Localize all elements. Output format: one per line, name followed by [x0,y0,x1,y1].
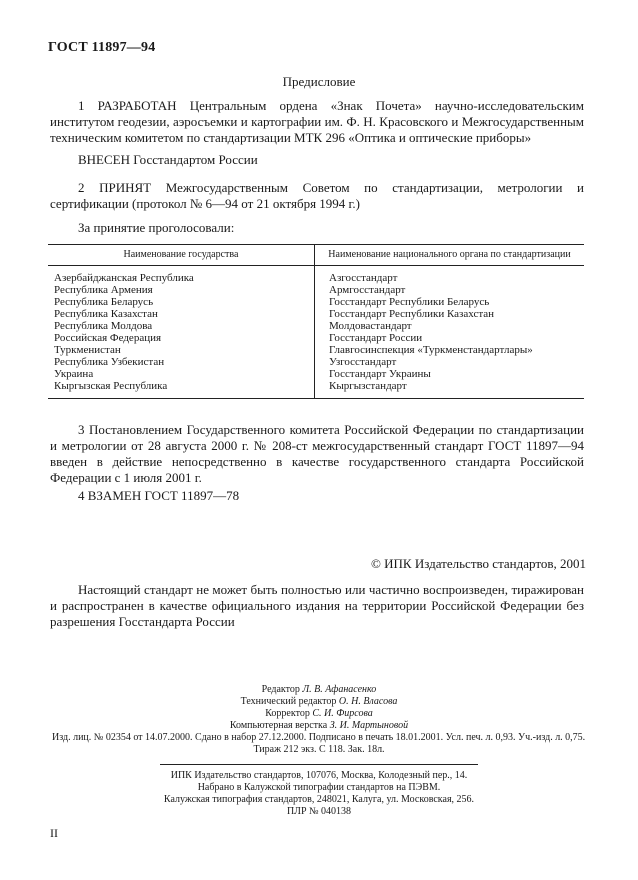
standard-code-header: ГОСТ 11897—94 [48,40,156,55]
publisher-line: Набрано в Калужской типографии стандартов на ПЭВМ. [197,782,441,793]
table-row [48,380,584,399]
national-body-cell: Узгосстандарт [329,356,397,368]
reproduction-notice: Настоящий стандарт не может быть полностью или частично воспроизведен, тиражирован и распространен в качестве официального издания на территории Российской Федерации без разрешения Госстандарта России [50,582,584,629]
state-cell: Кыргызская Республика [48,380,315,399]
credit-editor: Редактор Л. В. Афанасенко [261,684,377,695]
national-body-cell: Госстандарт Украины [329,368,431,380]
state-cell: Республика Узбекистан [48,356,315,368]
voting-table [48,244,584,399]
table-row [48,368,584,380]
imprint-line-2: Тираж 212 экз. С 118. Зак. 18л. [253,744,385,755]
table-row [48,344,584,356]
paragraph-developed-by: 1 РАЗРАБОТАН Центральным ордена «Знак Почета» научно-исследовательским институтом геодезии, аэросъемки и картографии им. Ф. Н. Красовского и Межгосударственным техническим комитетом по стандартизации МТК 296 «Оптика и оптические приборы» [50,98,584,145]
print-imprint [52,732,586,756]
credit-technical-editor: Технический редактор О. Н. Власова [240,696,398,707]
table-header-row [48,245,584,266]
page-number: II [50,826,58,840]
table-row [48,296,584,308]
state-cell: Российская Федерация [48,332,315,344]
publisher-line: Калужская типография стандартов, 248021, Калуга, ул. Московская, 256. [163,794,475,805]
table-row [48,272,584,284]
copyright-line: © ИПК Издательство стандартов, 2001 [371,556,586,571]
credit-proofreader: Корректор С. И. Фирсова [265,708,373,719]
paragraph-adopted-by: 2 ПРИНЯТ Межгосударственным Советом по стандартизации, метрологии и сертификации (протокол № 6—94 от 21 октября 1994 г.) [50,180,584,211]
paragraph-introduced-by: ВНЕСЕН Госстандартом России [78,152,258,167]
national-body-cell: Главгосинспекция «Туркменстандартлары» [329,344,533,356]
state-cell: Украина [48,368,315,380]
editorial-credits [0,684,638,732]
national-body-cell: Кыргызстандарт [315,380,585,399]
national-body-cell: Армгосстандарт [329,284,406,296]
publisher-line: ПЛР № 040138 [286,806,352,817]
publisher-info [0,770,638,818]
paragraph-voted-for: За принятие проголосовали: [78,220,235,235]
column-header-state: Наименование государства [48,245,315,266]
national-body-cell: Азгосстандарт [329,272,398,284]
state-cell: Республика Беларусь [48,296,315,308]
national-body-cell: Госстандарт Республики Беларусь [329,296,490,308]
preface-title: Предисловие [282,74,356,89]
paragraph-replaces: 4 ВЗАМЕН ГОСТ 11897—78 [78,488,240,503]
table-row [48,320,584,332]
table-row [48,308,584,320]
state-cell: Республика Молдова [48,320,315,332]
credit-layout: Компьютерная верстка З. И. Мартыновой [229,720,409,731]
divider [160,764,478,765]
national-body-cell: Госстандарт России [329,332,423,344]
national-body-cell: Молдовастандарт [329,320,412,332]
column-header-national-body: Наименование национального органа по стандартизации [315,245,585,266]
imprint-line-1: Изд. лиц. № 02354 от 14.07.2000. Сдано в набор 27.12.2000. Подписано в печать 18.01.2001. Усл. печ. л. 0,93. Уч.-изд. л. 0,75. [52,732,586,743]
state-cell: Республика Армения [48,284,315,296]
state-cell: Туркменистан [48,344,315,356]
table-row [48,284,584,296]
paragraph-resolution: 3 Постановлением Государственного комитета Российской Федерации по стандартизации и метрологии от 28 августа 2000 г. № 208-ст межгосударственный стандарт ГОСТ 11897—94 введен в действие непосредственно в качестве государственного стандарта Российской Федерации с 1 июля 2001 г. [50,422,584,485]
state-cell: Республика Казахстан [48,308,315,320]
table-row [48,356,584,368]
publisher-line: ИПК Издательство стандартов, 107076, Москва, Колодезный пер., 14. [170,770,468,781]
national-body-cell: Госстандарт Республики Казахстан [329,308,495,320]
state-cell: Азербайджанская Республика [48,272,315,284]
table-row [48,332,584,344]
